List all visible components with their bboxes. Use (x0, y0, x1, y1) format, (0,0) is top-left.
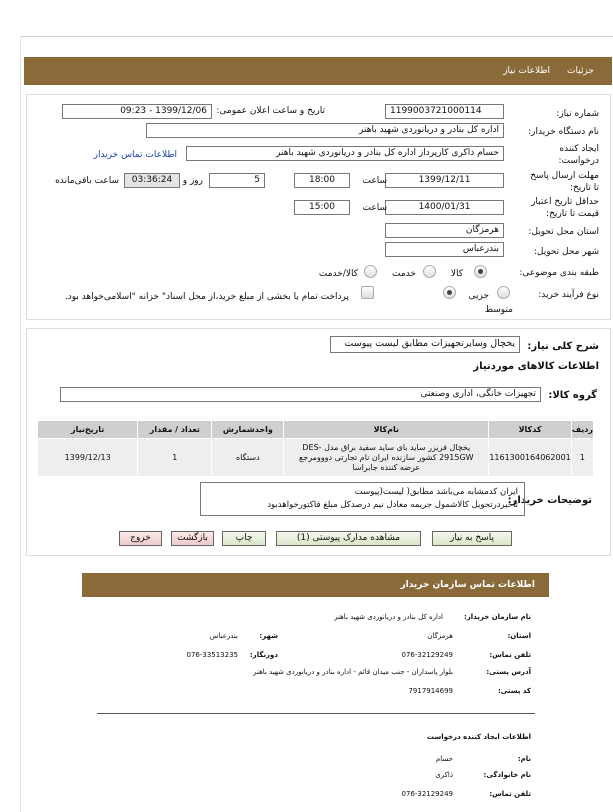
days-field[interactable]: 5 (209, 173, 265, 188)
contact-postal-value: 7917914699 (408, 687, 453, 695)
col-date: تاریخ‌نیاز (38, 421, 138, 439)
contact-header (82, 573, 549, 597)
cell-name: یخچال فریزر ساید بای ساید سفید براق مدل DES-2915GW کشور سازنده ایران نام تجارتی دووومرجع عرضه کننده جابراسا (284, 439, 489, 477)
goods-info-title: اطلاعات کالاهای موردنیاز (473, 361, 599, 372)
province-label: استان محل تحویل: (528, 227, 599, 237)
group-field[interactable]: تجهیزات خانگی، اداری وصنعتی (60, 387, 541, 402)
validity-date-field[interactable]: 1400/01/31 (385, 200, 504, 215)
summary-field[interactable]: یخچال وسایرتجهیزات مطابق لیست پیوست (330, 336, 520, 353)
process-label: نوع فرآیند خرید: (538, 290, 599, 300)
province-field[interactable]: هرمزگان (385, 223, 504, 238)
category-goods-radio[interactable] (474, 265, 487, 278)
creator-phone-value: 076-32129249 (401, 790, 453, 798)
tab-details[interactable]: جزئیات (567, 66, 594, 76)
col-unit: واحدشمارش (212, 421, 284, 439)
cell-unit: دستگاه (212, 439, 284, 477)
city-field[interactable]: بندرعباس (385, 242, 504, 257)
contact-address-value: بلوار پاسداران - جنب میدان قائم - اداره بنادر و دریانوردی شهید باهنر (253, 668, 453, 676)
treasury-payment-note: پرداخت تمام یا بخشی از مبلغ خرید،از محل اسناد" خزانه "اسلامی‌خواهد بود. (64, 292, 349, 302)
contact-org-label: نام سازمان خریدار: (463, 613, 531, 621)
group-label: گروه کالا: (548, 390, 597, 401)
validity-time-label: ساعت (362, 203, 387, 213)
creator-name-value: حسام (435, 755, 453, 763)
top-rule (20, 36, 613, 37)
category-service-radio[interactable] (423, 265, 436, 278)
contact-province-value: هرمزگان (427, 632, 453, 640)
need-number-label: شماره نیاز: (556, 109, 599, 119)
process-partial-radio[interactable] (497, 286, 510, 299)
creator-phone-label: تلفن تماس: (489, 790, 531, 798)
col-name: نام‌کالا (284, 421, 489, 439)
cell-date: 1399/12/13 (38, 439, 138, 477)
buyer-label: نام دستگاه خریدار: (528, 127, 599, 137)
contact-fax-value: 076-33513235 (186, 651, 238, 659)
buyer-field[interactable]: اداره کل بنادر و دریانوردی شهید باهنر (146, 123, 504, 138)
contact-address-label: آدرس پستی: (486, 668, 531, 676)
process-medium-label: متوسط (484, 305, 513, 315)
validity-time-field[interactable]: 15:00 (294, 200, 350, 215)
category-goods-label: کالا (450, 269, 463, 279)
col-code: کدکالا (489, 421, 571, 439)
contact-org-value: اداره کل بنادر و دریانوردی شهید باهنر (334, 613, 443, 621)
attachments-button[interactable]: مشاهده مدارک پیوستی (1) (276, 531, 421, 546)
category-service-label: خدمت (392, 269, 416, 279)
requester-field[interactable]: حسام ذاکری کارپرداز اداره کل بنادر و دریانوردی شهید باهنر (186, 146, 504, 161)
cell-qty: 1 (138, 439, 212, 477)
deadline-time-field[interactable]: 18:00 (294, 173, 350, 188)
category-label: طبقه بندی موضوعی: (519, 268, 599, 278)
left-rule (20, 36, 21, 812)
need-number-field[interactable]: 1199003721000114 (385, 104, 504, 119)
treasury-payment-checkbox[interactable] (361, 286, 374, 299)
buyer-notes-label: توضیحات خریدار: (507, 495, 592, 506)
creator-family-label: نام خانوادگی: (483, 771, 531, 779)
buyer-notes-line2: تاخیردرتحویل کالاشمول جریمه معادل نیم درصدکل مبلغ فاکتورخواهدبود (267, 500, 518, 510)
goods-table (37, 420, 594, 477)
requester-label: ایجاد کننده درخواست: (558, 144, 599, 166)
page-header (24, 57, 612, 85)
table-row[interactable] (38, 439, 594, 477)
contact-phone-value: 076-32129249 (401, 651, 453, 659)
table-header-row (38, 421, 594, 439)
contact-phone-label: تلفن تماس: (489, 651, 531, 659)
cell-code: 1161300164062001 (489, 439, 571, 477)
deadline-time-label: ساعت (362, 176, 387, 186)
days-label: روز و (182, 176, 203, 186)
announce-field[interactable]: 1399/12/06 - 09:23 (62, 104, 212, 119)
process-medium-radio[interactable] (443, 286, 456, 299)
col-row: ردیف (571, 421, 593, 439)
buyer-notes-line1: ایران کدمشابه می‌باشد مطابق( لیست(پیوست (354, 487, 518, 497)
exit-button[interactable]: خروج (119, 531, 162, 546)
category-goods-service-label: کالا/خدمت (318, 269, 358, 279)
buyer-notes-box (200, 482, 525, 516)
back-button[interactable]: بازگشت (171, 531, 214, 546)
validity-label: حداقل تاریخ اعتبار قیمت تا تاریخ: (531, 197, 599, 219)
summary-label: شرح کلی نیاز: (527, 341, 599, 352)
announce-label: تاریخ و ساعت اعلان عمومی: (216, 106, 325, 116)
contact-postal-label: کد پستی: (497, 687, 531, 695)
reply-button[interactable]: پاسخ به نیاز (432, 531, 512, 546)
contact-divider (97, 713, 535, 714)
contact-title: اطلاعات تماس سازمان خریدار (400, 580, 535, 590)
remaining-label: ساعت باقی‌مانده (55, 176, 119, 186)
city-label: شهر محل تحویل: (533, 247, 599, 257)
tab-need-info[interactable]: اطلاعات نیاز (503, 66, 550, 76)
remaining-time-field: 03:36:24 (124, 173, 180, 188)
contact-fax-label: دورنگار: (249, 651, 278, 659)
cell-row: 1 (571, 439, 593, 477)
category-goods-service-radio[interactable] (364, 265, 377, 278)
creator-family-value: ذاکری (435, 771, 453, 779)
buyer-contact-link[interactable]: اطلاعات تماس خریدار (93, 150, 177, 160)
contact-city-value: بندرعباس (209, 632, 238, 640)
creator-title: اطلاعات ایجاد کننده درخواست (426, 733, 531, 741)
col-qty: تعداد / مقدار (138, 421, 212, 439)
deadline-date-field[interactable]: 1399/12/11 (385, 173, 504, 188)
print-button[interactable]: چاپ (222, 531, 266, 546)
creator-name-label: نام: (517, 755, 531, 763)
contact-city-label: شهر: (259, 632, 278, 640)
contact-province-label: استان: (507, 632, 531, 640)
process-partial-label: جزیی (468, 291, 489, 301)
deadline-label: مهلت ارسال پاسخ تا تاریخ: (530, 171, 599, 193)
